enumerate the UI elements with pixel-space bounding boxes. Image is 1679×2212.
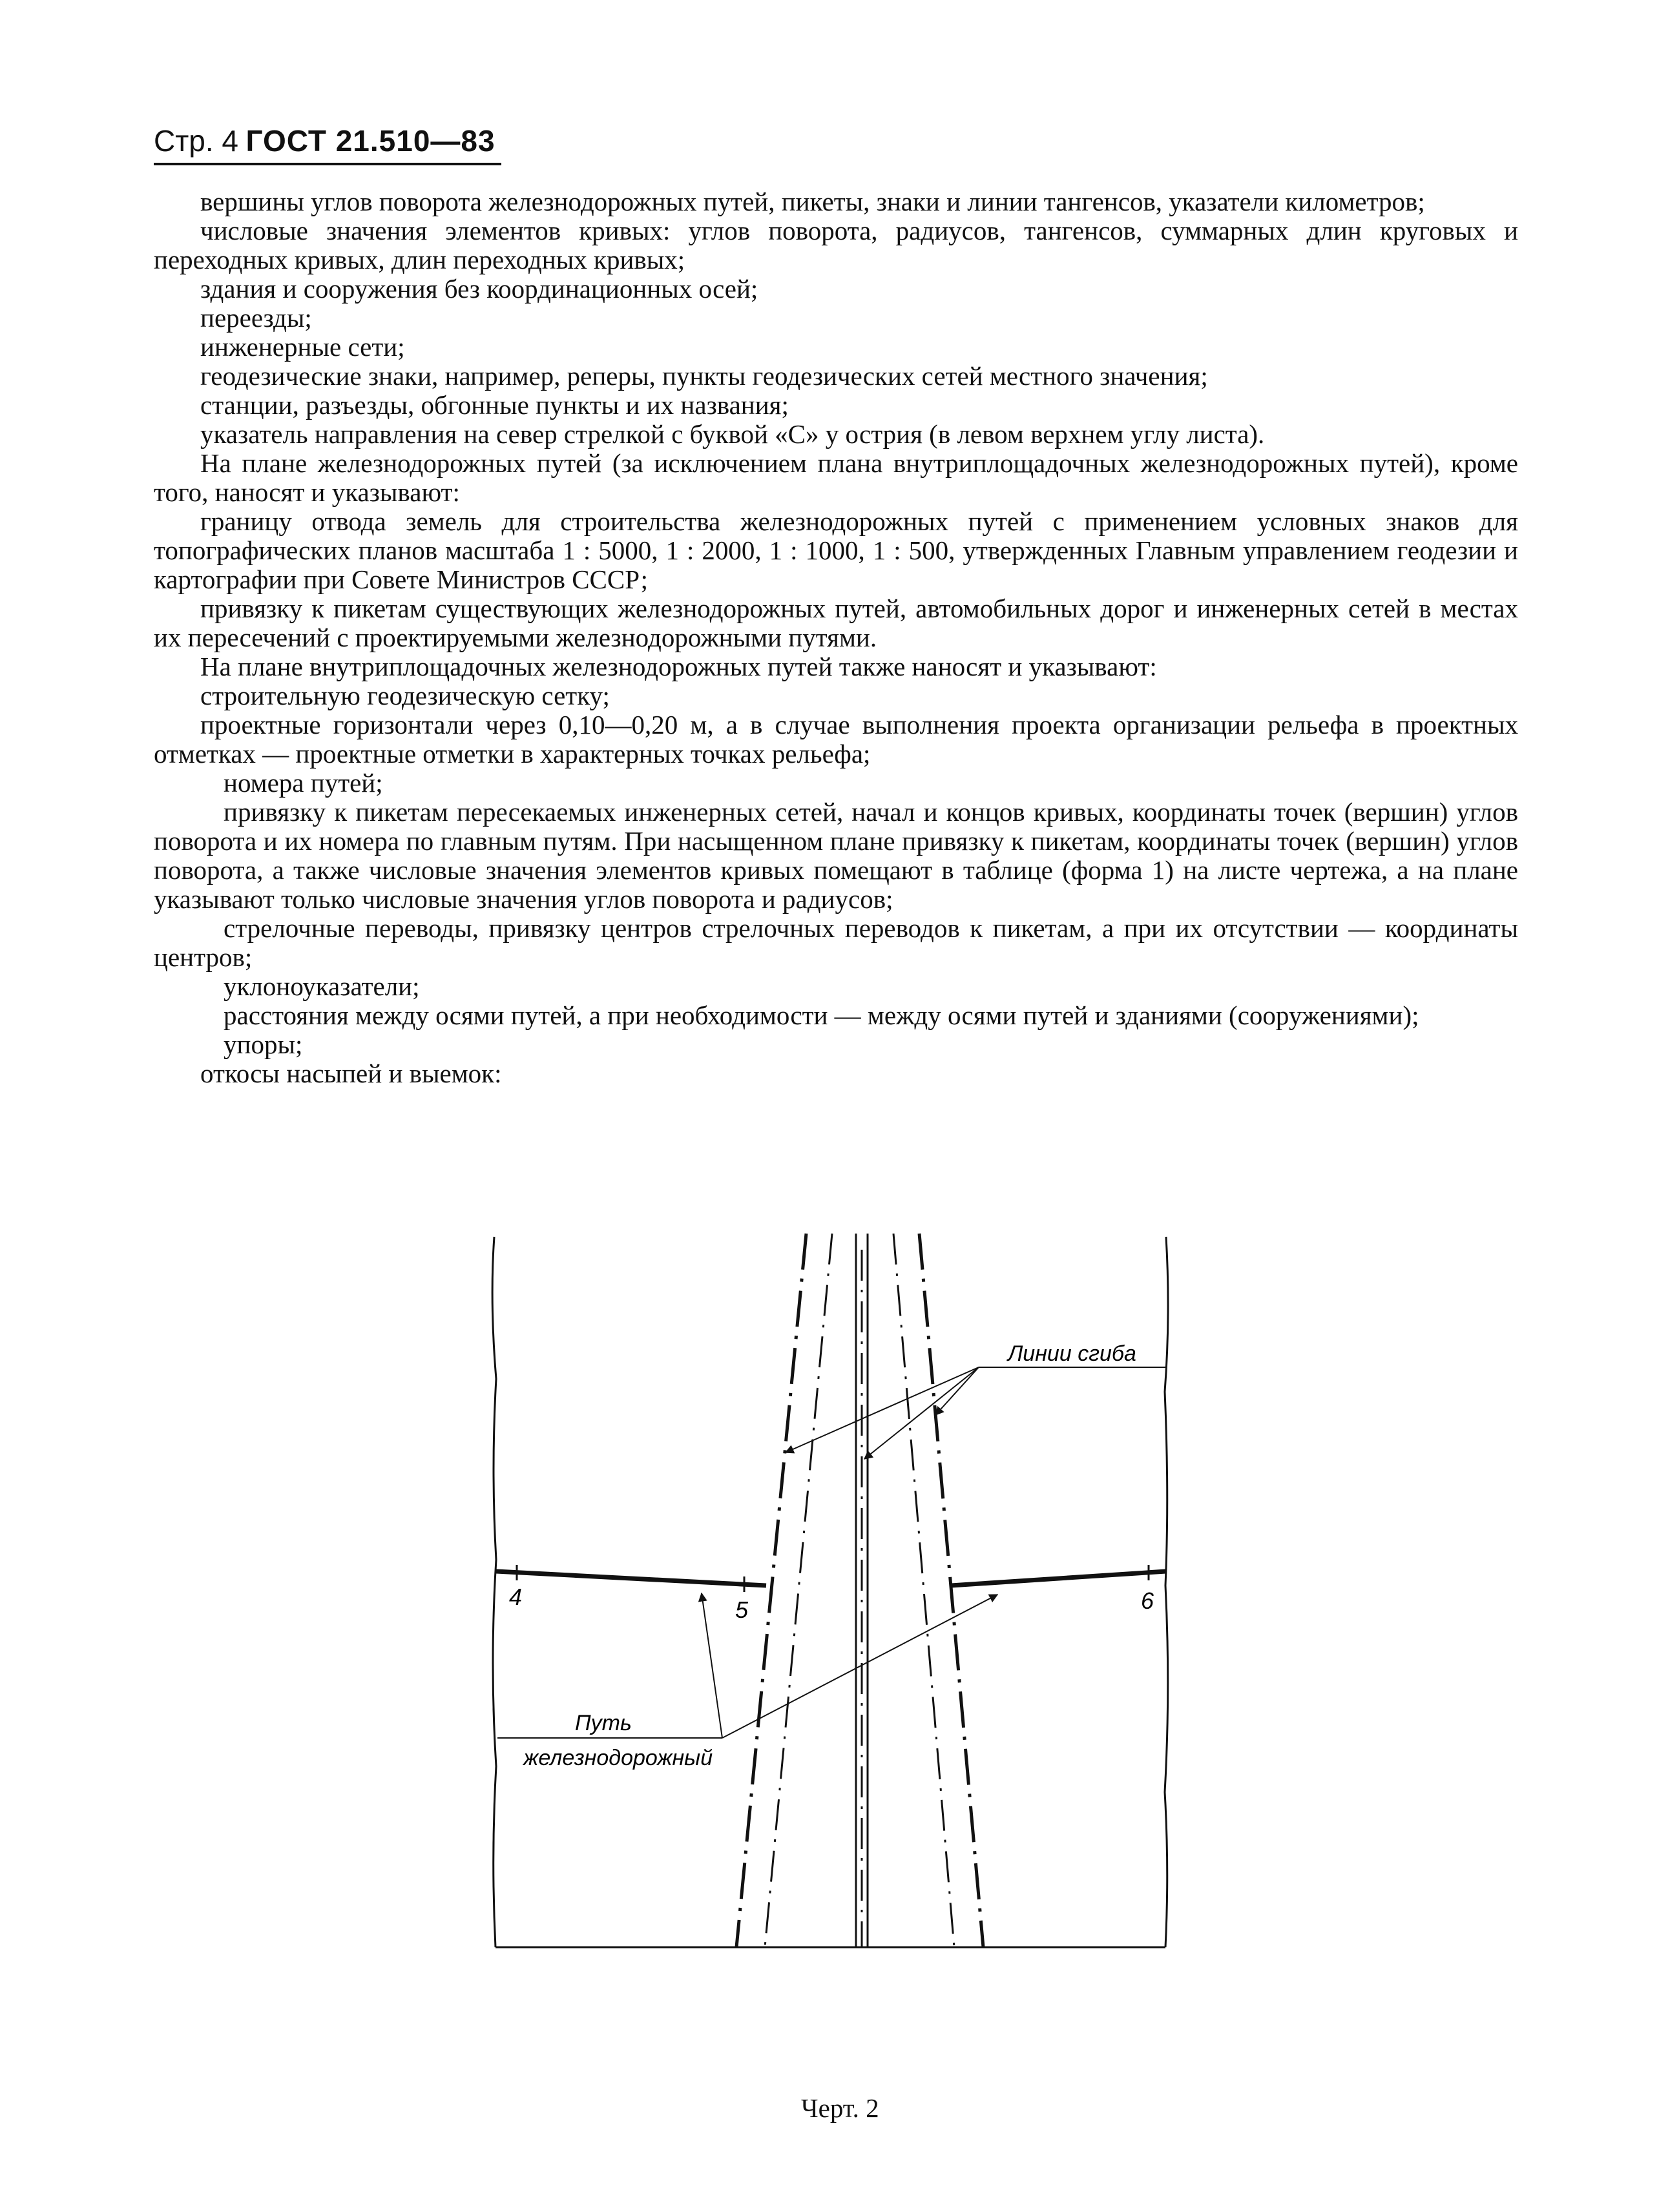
drawing-figure — [478, 1224, 1208, 1992]
fold-lines-label: Линии сгиба — [1008, 1341, 1136, 1366]
frame-right-edge — [1165, 1237, 1168, 1947]
paragraph: привязку к пикетам пересекаемых инженерных сетей, начал и концов кривых, координаты точек (вершин) углов поворота и их номера по главным путям. При насыщенном плане привязку к пикетам, координаты точек (вершин) углов поворота, а также числовые значения элементов кривых помещают в таблице (форма 1) на листе чертежа, а на плане указывают только числовые значения углов поворота и радиусов; — [154, 797, 1518, 914]
paragraph: станции, разъезды, обгонные пункты и их названия; — [200, 390, 789, 420]
figure-caption: Черт. 2 — [801, 2093, 879, 2123]
paragraph: инженерные сети; — [200, 332, 405, 362]
paragraph: проектные горизонтали через 0,10—0,20 м, а в случае выполнения проекта организации рельефа в проектных отметках — проектные отметки в характерных точках рельефа; — [154, 710, 1518, 769]
body-text — [154, 187, 1518, 1088]
paragraph: расстояния между осями путей, а при необходимости — между осями путей и зданиями (сооружениями); — [224, 1000, 1419, 1030]
page-number: Стр. 4 — [154, 124, 239, 158]
paragraph: здания и сооружения без координационных осей; — [200, 274, 758, 304]
paragraph: границу отвода земель для строительства железнодорожных путей с применением условных знаков для топографических планов масштаба 1 : 5000, 1 : 2000, 1 : 1000, 1 : 500, утвержденных Главным управлением геодезии и картографии при Совете Министров СССР; — [154, 506, 1518, 594]
fold-line-left-outer — [736, 1234, 806, 1947]
paragraph: На плане железнодорожных путей (за исключением плана внутриплощадочных железнодорожных путей), кроме того, наносят и указывают: — [154, 448, 1518, 507]
paragraph: переезды; — [200, 303, 312, 333]
paragraph: привязку к пикетам существующих железнодорожных путей, автомобильных дорог и инженерных сетей в местах их пересечений с проектируемыми железнодорожными путями. — [154, 594, 1518, 652]
paragraph: уклоноуказатели; — [224, 971, 420, 1001]
standard-number: ГОСТ 21.510—83 — [245, 124, 495, 158]
picket-label-6: 6 — [1141, 1587, 1154, 1614]
paragraph: откосы насыпей и выемок: — [200, 1059, 502, 1088]
frame-left-edge — [492, 1237, 496, 1947]
track-label-line-1: Путь — [575, 1711, 632, 1735]
track-line-right — [951, 1571, 1166, 1586]
track-leader-arrow — [702, 1593, 722, 1738]
paragraph: геодезические знаки, например, реперы, пункты геодезических сетей местного значения; — [200, 361, 1208, 391]
paragraph: вершины углов поворота железнодорожных путей, пикеты, знаки и линии тангенсов, указатели километров; — [200, 187, 1425, 216]
paragraph: числовые значения элементов кривых: углов поворота, радиусов, тангенсов, суммарных длин круговых и переходных кривых, длин переходных кривых; — [154, 216, 1518, 274]
paragraph: номера путей; — [224, 768, 383, 798]
page-header — [154, 123, 495, 160]
fold-line-left-inner — [765, 1234, 832, 1947]
track-label-line-2: железнодорожный — [523, 1746, 713, 1770]
picket-label-5: 5 — [735, 1597, 749, 1623]
track-line-left — [496, 1571, 766, 1586]
header-underline — [154, 163, 501, 165]
picket-label-4: 4 — [509, 1584, 523, 1610]
fold-leader-arrow — [935, 1367, 979, 1415]
paragraph: стрелочные переводы, привязку центров стрелочных переводов к пикетам, а при их отсутствии — координаты центров; — [154, 913, 1518, 972]
paragraph: На плане внутриплощадочных железнодорожных путей также наносят и указывают: — [200, 652, 1157, 681]
paragraph: упоры; — [224, 1029, 303, 1059]
fold-line-right-outer — [919, 1234, 983, 1947]
embankment-drawing — [478, 1224, 1208, 1989]
fold-line-right-inner — [893, 1234, 954, 1947]
fold-leader-arrow — [864, 1367, 979, 1459]
paragraph: строительную геодезическую сетку; — [200, 681, 610, 710]
paragraph: указатель направления на север стрелкой с буквой «С» у острия (в левом верхнем углу листа). — [200, 419, 1265, 449]
